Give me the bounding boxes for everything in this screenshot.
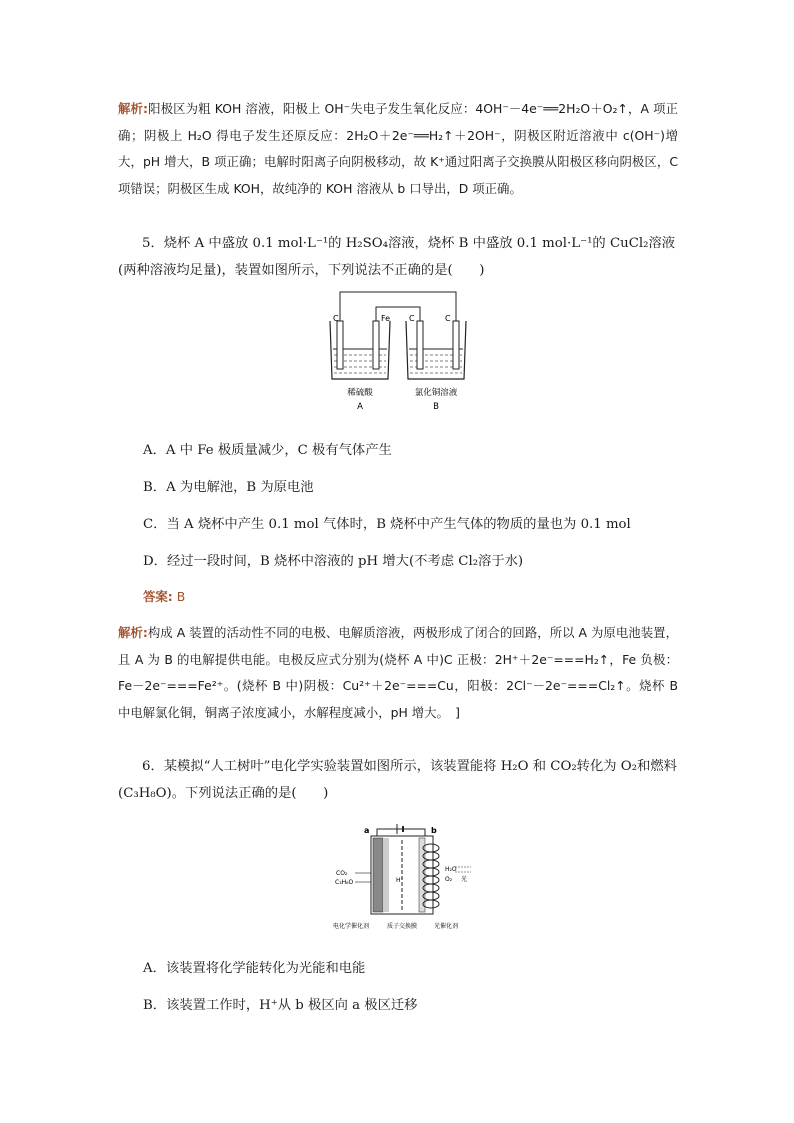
- q5-answer-label: 答案:: [143, 589, 173, 604]
- q6-left-in: CO₂: [336, 870, 348, 877]
- q6-option-b: B．该装置工作时，H⁺从 b 极区向 a 极区迁移: [143, 998, 418, 1013]
- q6-ion-label: H⁺: [396, 877, 404, 884]
- q5-option-d: D．经过一段时间，B 烧杯中溶液的 pH 增大(不考虑 Cl₂溶于水): [143, 554, 524, 569]
- q5-stem: 5．烧杯 A 中盛放 0.1 mol·L⁻¹的 H₂SO₄溶液，烧杯 B 中盛放 0.1 mol·L⁻¹的 CuCl₂溶液(两种溶液均足量)，装置如图所示，下列说法不正确的是( ): [118, 236, 676, 278]
- q6-option-a: A．该装置将化学能转化为光能和电能: [143, 961, 366, 976]
- q4-analysis-label: 解析:: [118, 101, 148, 116]
- q4-analysis: [118, 96, 678, 202]
- q5-option-c: C．当 A 烧杯中产生 0.1 mol 气体时，B 烧杯中产生气体的物质的量也为 0.1 mol: [143, 517, 631, 532]
- q5-electrode-label: C: [445, 314, 451, 323]
- q6-middle-caption: 质子交换膜: [387, 923, 418, 930]
- q6-electrode-a: a: [364, 826, 370, 835]
- q5-answer: [143, 587, 185, 605]
- q6-right-out: O₂: [445, 876, 453, 883]
- q6-left-caption: 电化学催化剂: [333, 923, 370, 930]
- q5-beaker-a-solution: 稀硫酸: [347, 388, 373, 398]
- q6-right-caption: 光催化剂: [434, 923, 459, 930]
- q6-electrode-b: b: [431, 826, 437, 835]
- q5-analysis-label: 解析:: [118, 625, 148, 640]
- q6-artificial-leaf-figure: [331, 822, 471, 932]
- q5-electrode-label: Fe: [381, 314, 391, 323]
- q6-light-label: 光: [461, 876, 468, 883]
- q5-analysis-text: 构成 A 装置的活动性不同的电极、电解质溶液，两极形成了闭合的回路，所以 A 为原电池装置，且 A 为 B 的电解提供电能。电极反应式分别为(烧杯 A 中)C 正极：2H⁺＋2e⁻===H₂↑，Fe 负极：Fe－2e⁻===Fe²⁺。(烧杯 B 中)阴极：Cu²⁺＋2e⁻===Cu，阳极：2Cl⁻－2e⁻===Cl₂↑。烧杯 B 中电解氯化铜，铜离子浓度减小，水解程度减小，pH 增大。 ]: [118, 625, 678, 720]
- q5-option-a: A．A 中 Fe 极质量减少，C 极有气体产生: [143, 443, 392, 458]
- q5-analysis: [118, 620, 678, 726]
- q4-analysis-text: 阳极区为粗 KOH 溶液，阳极上 OH⁻失电子发生氧化反应：4OH⁻－4e⁻══2H₂O＋O₂↑，A 项正确；阴极上 H₂O 得电子发生还原反应：2H₂O＋2e⁻══H₂↑＋2OH⁻，阴极区附近溶液中 c(OH⁻)增大，pH 增大，B 项正确；电解时阳离子向阴极移动，故 K⁺通过阳离子交换膜从阳极区移向阴极区，C 项错误；阴极区生成 KOH，故纯净的 KOH 溶液从 b 口导出，D 项正确。: [118, 101, 678, 196]
- q6-right-in: H₂O: [445, 866, 457, 873]
- q5-beaker-figure: [318, 287, 478, 417]
- q5-beaker-a-name: A: [357, 402, 363, 412]
- q5-electrode-label: C: [333, 314, 339, 323]
- q5-option-b: B．A 为电解池，B 为原电池: [143, 480, 314, 495]
- q6-stem: 6．某模拟“人工树叶”电化学实验装置如图所示，该装置能将 H₂O 和 CO₂转化为 O₂和燃料(C₃H₈O)。下列说法正确的是( ): [118, 759, 677, 801]
- q6-left-out: C₃H₈O: [335, 879, 354, 886]
- q5-electrode-label: C: [409, 314, 415, 323]
- q5-beaker-b-name: B: [433, 402, 439, 412]
- q5-beaker-b-solution: 氯化铜溶液: [414, 388, 458, 398]
- q5-answer-value: B: [176, 589, 186, 604]
